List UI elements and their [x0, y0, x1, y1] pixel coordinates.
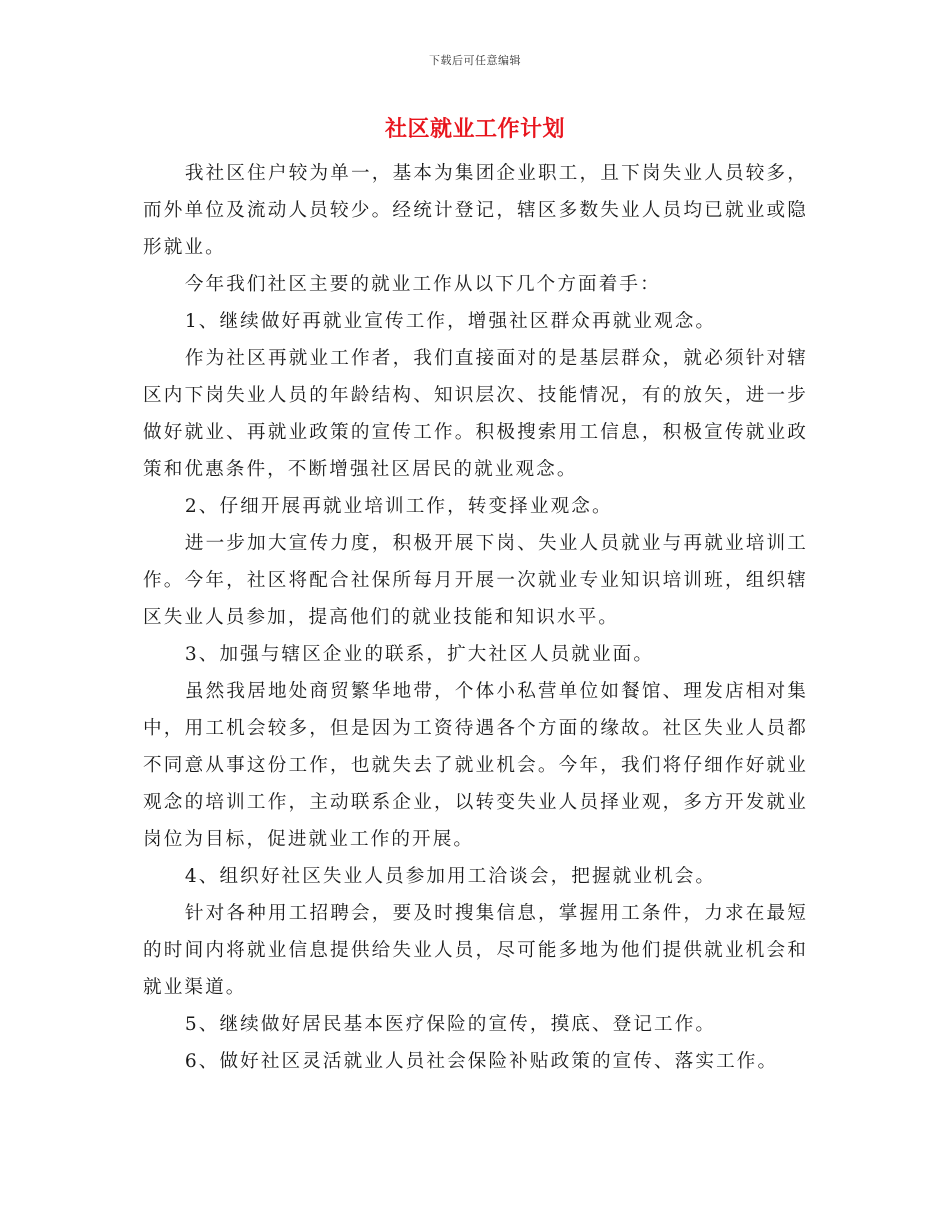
document-title: 社区就业工作计划: [384, 116, 565, 142]
section-body-2: 进一步加大宣传力度，积极开展下岗、失业人员就业与再就业培训工作。今年，社区将配合社保所每月开展一次就业专业知识培训班，组织辖区失业人员参加，提高他们的就业技能和知识水平。: [143, 533, 808, 628]
section-heading-4: 4、组织好社区失业人员参加用工洽谈会，把握就业机会。: [184, 866, 717, 887]
section-body-4: 针对各种用工招聘会，要及时搜集信息，掌握用工条件，力求在最短的时间内将就业信息提供给失业人员，尽可能多地为他们提供就业机会和就业渠道。: [143, 903, 808, 998]
section-heading-5: 5、继续做好居民基本医疗保险的宣传，摸底、登记工作。: [184, 1014, 717, 1035]
paragraph-intro: 我社区住户较为单一，基本为集团企业职工，且下岗失业人员较多，而外单位及流动人员较少。经统计登记，辖区多数失业人员均已就业或隐形就业。: [143, 163, 808, 258]
paragraph-overview: 今年我们社区主要的就业工作从以下几个方面着手：: [184, 274, 661, 295]
section-body-3: 虽然我居地处商贸繁华地带，个体小私营单位如餐馆、理发店相对集中，用工机会较多，但是因为工资待遇各个方面的缘故。社区失业人员都不同意从事这份工作，也就失去了就业机会。今年，我们将仔细作好就业观念的培训工作，主动联系企业，以转变失业人员择业观，多方开发就业岗位为目标，促进就业工作的开展。: [143, 681, 808, 850]
section-heading-2: 2、仔细开展再就业培训工作，转变择业观念。: [184, 496, 613, 517]
section-heading-1: 1、继续做好再就业宣传工作，增强社区群众再就业观念。: [184, 311, 717, 332]
document-body: [143, 155, 808, 1080]
section-heading-3: 3、加强与辖区企业的联系，扩大社区人员就业面。: [184, 644, 655, 665]
section-body-1: 作为社区再就业工作者，我们直接面对的是基层群众，就必须针对辖区内下岗失业人员的年龄结构、知识层次、技能情况，有的放矢，进一步做好就业、再就业政策的宣传工作。积极搜索用工信息，积极宣传就业政策和优惠条件，不断增强社区居民的就业观念。: [143, 348, 808, 480]
header-note: 下载后可任意编辑: [429, 54, 521, 67]
section-heading-6: 6、做好社区灵活就业人员社会保险补贴政策的宣传、落实工作。: [184, 1051, 779, 1072]
